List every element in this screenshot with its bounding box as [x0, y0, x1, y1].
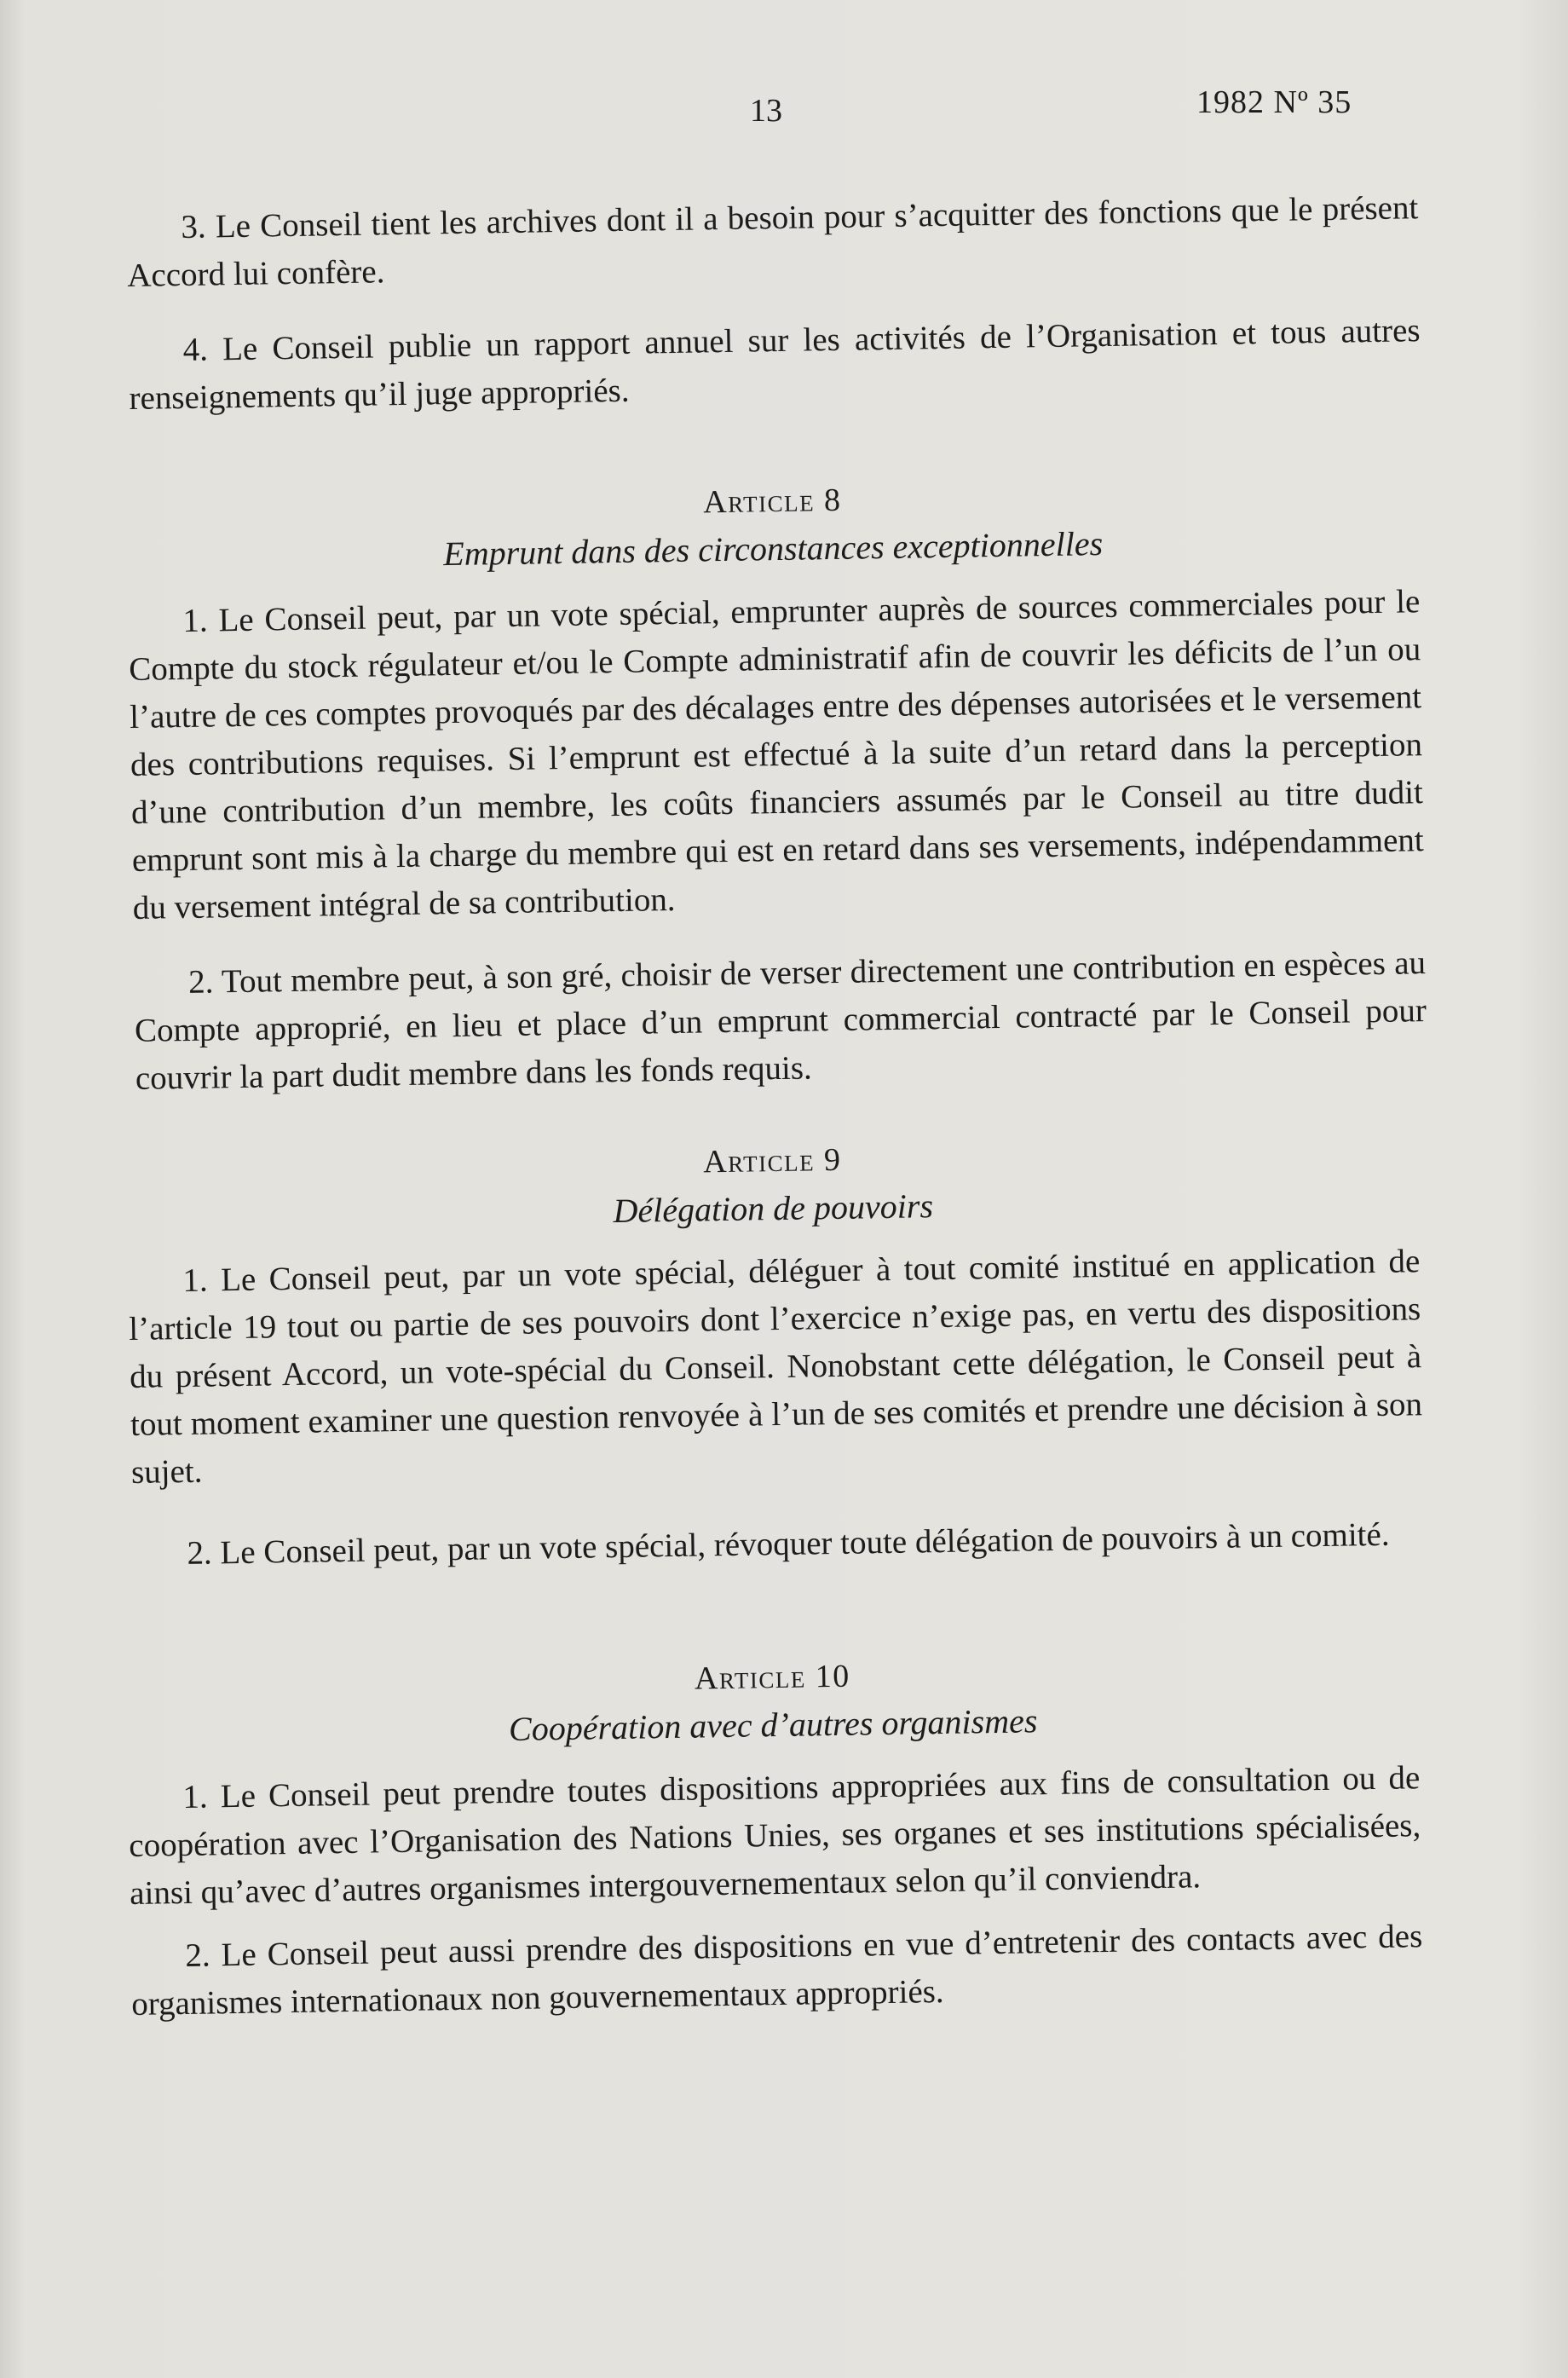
article-8 [126, 467, 1427, 1103]
intro-paragraphs [126, 184, 1421, 423]
article-9-subtitle: Délégation de pouvoirs [613, 1186, 934, 1231]
article-9-paragraph-2: 2. Le Conseil peut, par un vote spécial, révoquer toute délégation de pouvoirs à un comité. [187, 1515, 1390, 1572]
page-number: 13 [750, 93, 782, 129]
article-8-paragraph-1: 1. Le Conseil peut, par un vote spécial, emprunter auprès de sources commerciales pour le Compte du stock régulateur et/ou le Compte administratif afin de couvrir les déficits de l’un ou l’autre de ces comptes provoqués par des décalages entre des dépenses autorisées et le versement des contributions requises. Si l’emprunt est effectué à la suite d’un retard dans la perception d’une contribution d’un membre, les coûts financiers assumés par le Conseil au titre dudit emprunt sont mis à la charge du membre qui est en retard dans ses versements, indépendamment du versement intégral de sa contribution. [129, 583, 1425, 926]
paragraph-3: 3. Le Conseil tient les archives dont il a besoin pour s’acquitter des fonctions que le présent Accord lui confère. [126, 189, 1419, 294]
article-9 [126, 1127, 1425, 1579]
article-8-title: Article 8 [702, 482, 842, 521]
article-9-title: Article 9 [702, 1141, 842, 1180]
article-8-paragraph-2: 2. Tout membre peut, à son gré, choisir de verser directement une contribution en espèces au Compte approprié, en lieu et place d’un emprunt commercial contracté par le Conseil pour couvrir la part dudit membre dans les fonds requis. [134, 944, 1427, 1097]
article-10-subtitle: Coopération avec d’autres organismes [508, 1701, 1038, 1748]
article-10-paragraph-2: 2. Le Conseil peut aussi prendre des dispositions en vue d’entretenir des contacts avec des organismes internationaux non gouvernementaux appropriés. [130, 1918, 1423, 2023]
article-10-title: Article 10 [694, 1658, 851, 1697]
article-10-paragraph-1: 1. Le Conseil peut prendre toutes dispositions appropriées aux fins de consultation ou de coopération avec l’Organisation des Nations Unies, ses organes et ses institutions spécialisées, ainsi qu’avec d’autres organismes intergouvernementaux selon qu’il conviendra. [129, 1759, 1421, 1912]
article-8-subtitle: Emprunt dans des circonstances exceptionnelles [442, 524, 1104, 574]
article-9-paragraph-1: 1. Le Conseil peut, par un vote spécial, déléguer à tout comité institué en application de l’article 19 tout ou partie de ses pouvoirs dont l’exercice n’exige pas, en vertu des dispositions du présent Accord, un vote-spécial du Conseil. Nonobstant cette délégation, le Conseil peut à tout moment examiner une question renvoyée à l’un de ses comités et prendre une décision à son sujet. [129, 1243, 1423, 1491]
document-reference: 1982 Nº 35 [1196, 84, 1352, 120]
article-10 [126, 1643, 1424, 2029]
paragraph-4: 4. Le Conseil publie un rapport annuel sur les activités de l’Organisation et tous autres renseignements qu’il juge appropriés. [129, 312, 1421, 417]
